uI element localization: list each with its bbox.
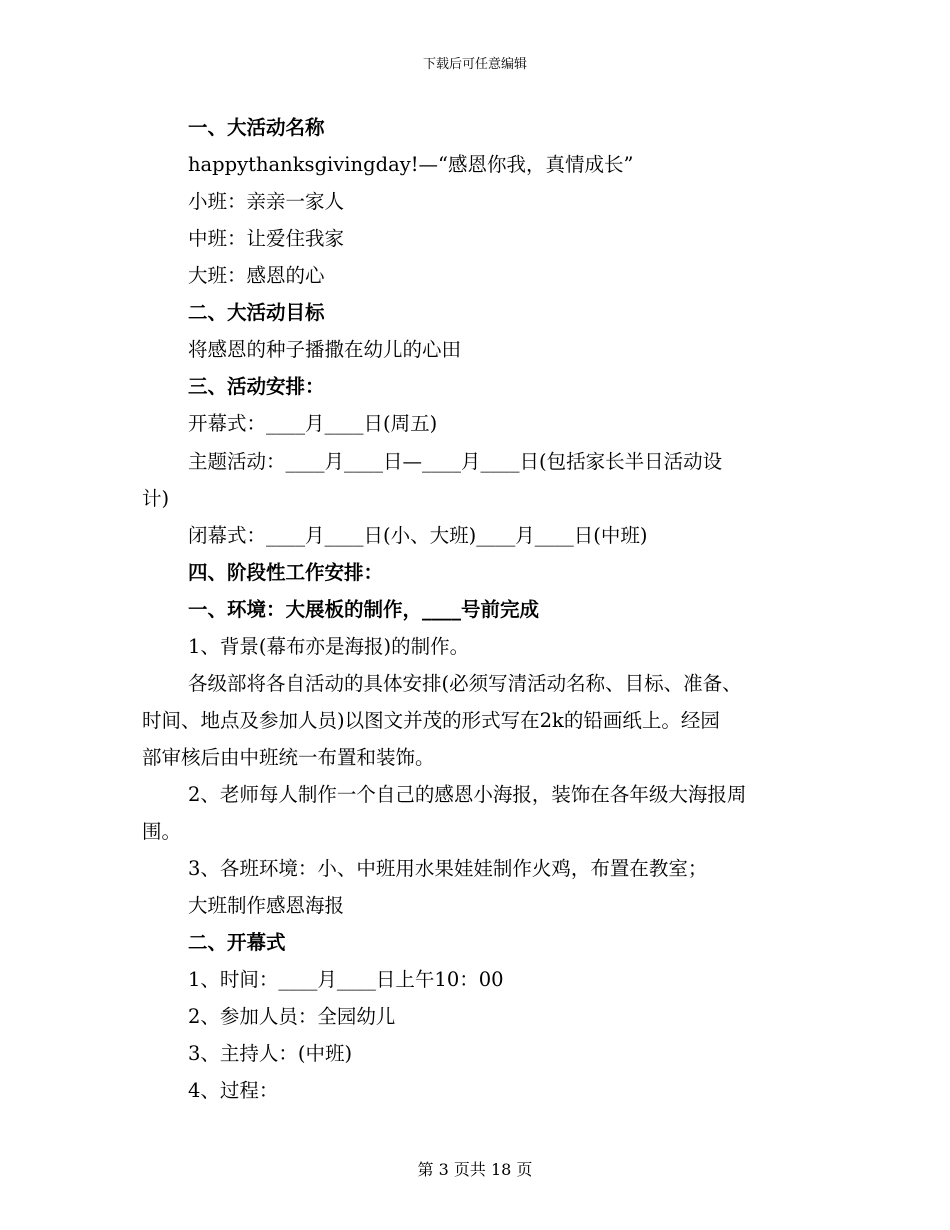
paragraph-line-3: 部审核后由中班统一布置和装饰。 bbox=[142, 746, 435, 769]
heading-activity-name: 一、大活动名称 bbox=[188, 116, 325, 139]
heading-environment: 一、环境：大展板的制作，____号前完成 bbox=[188, 598, 540, 621]
environment-item-3: 3、各班环境：小、中班用水果娃娃制作火鸡，布置在教室； bbox=[188, 857, 708, 880]
environment-item-1: 1、背景(幕布亦是海报)的制作。 bbox=[188, 635, 470, 658]
environment-item-3-cont: 大班制作感恩海报 bbox=[188, 894, 345, 917]
environment-item-2: 2、老师每人制作一个自己的感恩小海报，装饰在各年级大海报周 bbox=[188, 783, 747, 806]
page-footer-number: 第 3 页共 18 页 bbox=[417, 1160, 533, 1179]
opening-ceremony-date: 开幕式：____月____日(周五) bbox=[188, 412, 438, 435]
opening-process: 4、过程： bbox=[188, 1079, 279, 1102]
heading-activity-schedule: 三、活动安排： bbox=[188, 375, 325, 398]
theme-activity-dates-cont: 计) bbox=[142, 487, 170, 510]
opening-host: 3、主持人：(中班) bbox=[188, 1042, 353, 1065]
paragraph-line-1: 各级部将各自活动的具体安排(必须写清活动名称、目标、准备、 bbox=[188, 672, 742, 695]
activity-goal-text: 将感恩的种子播撒在幼儿的心田 bbox=[188, 338, 462, 361]
heading-opening-ceremony: 二、开幕式 bbox=[188, 931, 286, 954]
closing-ceremony-dates: 闭幕式：____月____日(小、大班)____月____日(中班) bbox=[188, 524, 648, 547]
opening-participants: 2、参加人员：全园幼儿 bbox=[188, 1005, 396, 1028]
activity-theme: happythanksgivingday!—“感恩你我，真情成长” bbox=[188, 153, 634, 176]
page-header-note: 下载后可任意编辑 bbox=[422, 57, 527, 72]
large-class-theme: 大班：感恩的心 bbox=[188, 264, 325, 287]
middle-class-theme: 中班：让爱住我家 bbox=[188, 227, 345, 250]
small-class-theme: 小班：亲亲一家人 bbox=[188, 190, 345, 213]
paragraph-line-2: 时间、地点及参加人员)以图文并茂的形式写在2k的铅画纸上。经园 bbox=[142, 709, 720, 732]
heading-activity-goal: 二、大活动目标 bbox=[188, 301, 325, 324]
theme-activity-dates: 主题活动：____月____日—____月____日(包括家长半日活动设 bbox=[188, 450, 723, 473]
environment-item-2-cont: 围。 bbox=[142, 820, 182, 843]
opening-time: 1、时间：____月____日上午10：00 bbox=[188, 968, 504, 991]
heading-stage-work: 四、阶段性工作安排： bbox=[188, 561, 384, 584]
